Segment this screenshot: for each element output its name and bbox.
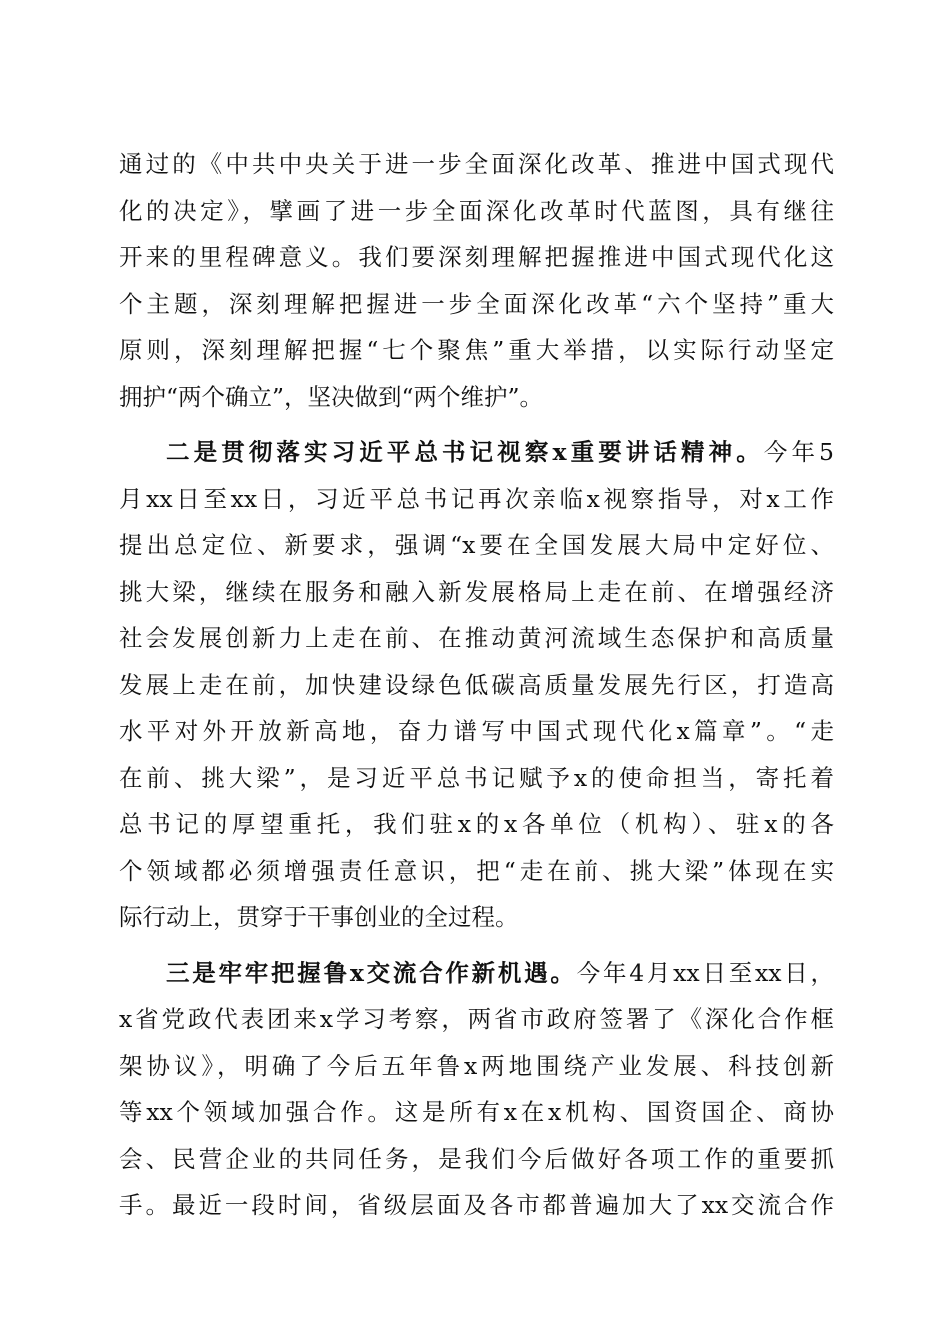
text-line: 社会发展创新力上走在前、在推动黄河流域生态保护和高质量	[119, 624, 834, 652]
paragraph-heading: 三是牢牢把握鲁x交流合作新机遇。	[166, 958, 577, 987]
document-body	[119, 141, 834, 1229]
text-run: 今年5	[763, 438, 835, 466]
text-line	[119, 429, 834, 476]
text-run: 今年4月xx日至xx日，	[576, 958, 834, 987]
text-line: x省党政代表团来x学习考察，两省市政府签署了《深化合作框	[119, 1005, 834, 1033]
text-line: 发展上走在前，加快建设绿色低碳高质量发展先行区，打造高	[119, 670, 834, 699]
text-line: 月xx日至xx日，习近平总书记再次亲临x视察指导，对x工作	[119, 484, 834, 513]
text-line: 在前、挑大梁”，是习近平总书记赋予x的使命担当，寄托着	[119, 763, 834, 792]
text-line: 提出总定位、新要求，强调“x要在全国发展大局中定好位、	[119, 531, 834, 559]
text-line: 通过的《中共中央关于进一步全面深化改革、推进中国式现代	[119, 150, 834, 178]
paragraph-heading: 二是贯彻落实习近平总书记视察x重要讲话精神。	[166, 438, 764, 466]
text-line: 化的决定》，擘画了进一步全面深化改革时代蓝图，具有继往	[119, 196, 834, 225]
text-line: 拥护“两个确立”，坚决做到“两个维护”。	[119, 382, 544, 411]
paragraph-gap	[119, 941, 834, 950]
paragraph-gap	[119, 420, 834, 429]
text-line: 开来的里程碑意义。我们要深刻理解把握推进中国式现代化这	[119, 243, 834, 271]
paragraph	[119, 429, 834, 941]
text-line: 个主题，深刻理解把握进一步全面深化改革“六个坚持”重大	[119, 289, 834, 318]
text-line: 水平对外开放新高地，奋力谱写中国式现代化x篇章”。“走	[119, 717, 834, 745]
text-line: 挑大梁，继续在服务和融入新发展格局上走在前、在增强经济	[119, 577, 834, 606]
text-line: 总书记的厚望重托，我们驻x的x各单位（机构）、驻x的各	[119, 810, 834, 838]
text-line: 原则，深刻理解把握“七个聚焦”重大举措，以实际行动坚定	[119, 336, 834, 364]
text-line: 会、民营企业的共同任务，是我们今后做好各项工作的重要抓	[119, 1144, 834, 1173]
paragraph	[119, 141, 834, 420]
text-line: 际行动上，贯穿于干事创业的全过程。	[119, 903, 519, 931]
text-line: 手。最近一段时间，省级层面及各市都普遍加大了xx交流合作	[119, 1191, 834, 1219]
text-line: 个领域都必须增强责任意识，把“走在前、挑大梁”体现在实	[119, 856, 834, 885]
text-line: 等xx个领域加强合作。这是所有x在x机构、国资国企、商协	[119, 1098, 834, 1126]
text-line	[119, 950, 834, 997]
paragraph	[119, 950, 834, 1229]
text-line: 架协议》，明确了今后五年鲁x两地围绕产业发展、科技创新	[119, 1051, 834, 1080]
